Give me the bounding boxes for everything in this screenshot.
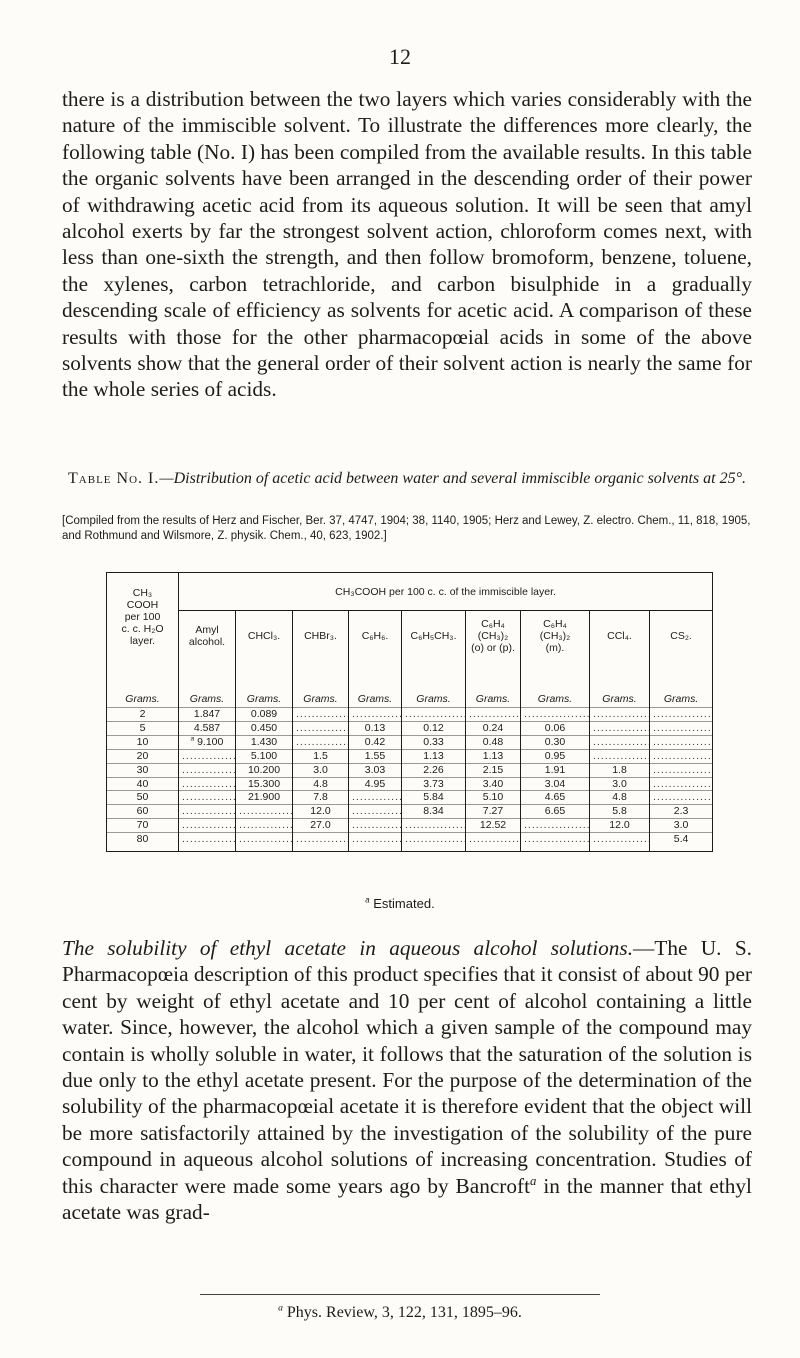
value-cell: 3.0: [590, 777, 650, 791]
empty-cell: [650, 749, 713, 763]
empty-cell: [179, 749, 236, 763]
value-cell: 21.900: [236, 791, 293, 805]
empty-cell: [293, 833, 349, 852]
empty-cell: [402, 819, 466, 833]
empty-cell: [293, 708, 349, 722]
water-value-cell: 2: [107, 708, 179, 722]
value-cell: 1.13: [402, 749, 466, 763]
value-cell: 5.84: [402, 791, 466, 805]
value-cell: 3.0: [293, 763, 349, 777]
value-cell: $^a$ 9.100: [179, 735, 236, 749]
value-cell: 6.65: [521, 805, 590, 819]
empty-cell: [349, 805, 402, 819]
value-cell: 2.15: [466, 763, 521, 777]
empty-cell: [179, 791, 236, 805]
value-cell: 4.8: [590, 791, 650, 805]
empty-cell: [293, 721, 349, 735]
water-value-cell: 20: [107, 749, 179, 763]
empty-cell: [650, 763, 713, 777]
body-paragraph: there is a distribution between the two layers which varies considerably with the nature of the immiscible solvent. To illustrate the differences more clearly, the following table (No. I) has been compiled from the available results. In this table the organic solvents have been arranged in the descending order of their power of withdrawing acetic acid from its aqueous solution. It will be seen that amyl alcohol exerts by far the strongest solvent action, chloroform comes next, with less than one-sixth the strength, and then follow bromoform, benzene, toluene, the xylenes, carbon tetrachloride, and carbon bisulphide in a gradually descending scale of efficiency as solvents for acetic acid. A comparison of these results with those for the other pharmacopœial acids in some of the above solvents show that the general order of their solvent action is nearly the same for the whole series of acids.: [62, 87, 752, 402]
value-cell: 0.12: [402, 721, 466, 735]
unit-label: Grams.: [521, 661, 590, 708]
value-cell: 4.65: [521, 791, 590, 805]
value-cell: 7.27: [466, 805, 521, 819]
value-cell: 2.26: [402, 763, 466, 777]
table-title: —Distribution of acetic acid between water and several immiscible organic solvents at 25°.: [159, 470, 746, 487]
value-cell: 5.8: [590, 805, 650, 819]
solvent-header-line: alcohol.: [188, 636, 226, 648]
unit-label: Grams.: [107, 661, 179, 708]
table-row: [107, 833, 713, 852]
value-cell: 1.91: [521, 763, 590, 777]
empty-cell: [349, 791, 402, 805]
water-value-cell: 70: [107, 819, 179, 833]
table-row: [107, 749, 713, 763]
value-cell: 15.300: [236, 777, 293, 791]
body-paragraph-2: [62, 935, 752, 1225]
section-title: The solubility of ethyl acetate in aqueous alcohol solutions.: [62, 936, 634, 960]
empty-cell: [466, 833, 521, 852]
value-cell: 1.847: [179, 708, 236, 722]
water-value-cell: 60: [107, 805, 179, 819]
empty-cell: [650, 708, 713, 722]
value-cell: 3.03: [349, 763, 402, 777]
unit-label: Grams.: [466, 661, 521, 708]
immiscible-layer-header: CH₃COOH per 100 c. c. of the immiscible layer.: [179, 573, 713, 611]
solvent-header: [590, 611, 650, 662]
water-value-cell: 30: [107, 763, 179, 777]
solvent-header: [293, 611, 349, 662]
table-row: [107, 777, 713, 791]
water-value-cell: 50: [107, 791, 179, 805]
empty-cell: [179, 777, 236, 791]
table-footnote-text: Estimated.: [373, 896, 435, 911]
value-cell: 0.24: [466, 721, 521, 735]
solvent-header: [650, 611, 713, 662]
paragraph-2-end: in the manner that ethyl acetate was grad-: [62, 1173, 752, 1225]
solvent-header-line: C₆H₅CH₃.: [410, 630, 457, 642]
value-cell: 5.4: [650, 833, 713, 852]
value-cell: 3.40: [466, 777, 521, 791]
value-cell: 5.100: [236, 749, 293, 763]
solvent-header-line: CS₂.: [670, 630, 692, 642]
solvent-header: [466, 611, 521, 662]
value-cell: 4.8: [293, 777, 349, 791]
value-cell: 3.73: [402, 777, 466, 791]
empty-cell: [590, 708, 650, 722]
value-cell: 0.95: [521, 749, 590, 763]
empty-cell: [590, 833, 650, 852]
solvent-header-line: (CH₃)₂: [539, 630, 571, 642]
solvent-header-line: (o) or (p).: [471, 642, 515, 654]
value-cell: 1.13: [466, 749, 521, 763]
empty-cell: [179, 833, 236, 852]
empty-cell: [402, 708, 466, 722]
table-caption: [62, 469, 752, 489]
empty-cell: [349, 833, 402, 852]
table-row: [107, 735, 713, 749]
value-cell: 1.430: [236, 735, 293, 749]
table-row: [107, 721, 713, 735]
solvent-header-line: CHCl₃.: [247, 630, 281, 642]
distribution-table: [106, 572, 713, 852]
empty-cell: [590, 721, 650, 735]
unit-label: Grams.: [236, 661, 293, 708]
value-cell: 0.30: [521, 735, 590, 749]
empty-cell: [236, 805, 293, 819]
empty-cell: [650, 735, 713, 749]
solvent-header-line: C₆H₄: [543, 618, 567, 630]
solvent-header-line: (m).: [545, 642, 565, 654]
value-cell: 0.33: [402, 735, 466, 749]
empty-cell: [650, 791, 713, 805]
table-row: [107, 708, 713, 722]
water-value-cell: 40: [107, 777, 179, 791]
value-cell: 8.34: [402, 805, 466, 819]
empty-cell: [466, 708, 521, 722]
empty-cell: [590, 749, 650, 763]
footnote-marker: a: [530, 1173, 537, 1188]
table-footnote: $^a$ Estimated.: [365, 895, 435, 911]
unit-label: Grams.: [179, 661, 236, 708]
table-row: [107, 763, 713, 777]
value-cell: 5.10: [466, 791, 521, 805]
solvent-header-line: CHBr₃.: [304, 630, 337, 642]
value-cell: 27.0: [293, 819, 349, 833]
value-cell: 1.8: [590, 763, 650, 777]
value-cell: 0.42: [349, 735, 402, 749]
water-value-cell: 10: [107, 735, 179, 749]
empty-cell: [521, 708, 590, 722]
solvent-header: [236, 611, 293, 662]
empty-cell: [590, 735, 650, 749]
solvent-header-line: (CH₃)₂: [477, 630, 509, 642]
paragraph-2-text: —The U. S. Pharmacopœia description of this product specifies that it consist of about 90 per cent by weight of ethyl acetate and 10 per cent of alcohol containing a little water. Since, however, the alcohol which a given sample of the compound may contain is wholly soluble in water, it follows that the saturation of the solution is due only to the ethyl acetate present. For the purpose of the determination of the solubility of the pharmacopœial acetate it is therefore evident that the object will be more satisfactorily attained by the investigation of the solubility of the pure compound in aqueous alcohol solutions of increasing concentration. Studies of this character were made some years ago by Bancroft: [62, 936, 752, 1198]
solvent-header-line: C₆H₆.: [361, 630, 389, 642]
solvent-header-line: Amyl: [195, 624, 219, 636]
solvent-header: [179, 611, 236, 662]
solvent-header: [521, 611, 590, 662]
value-cell: 0.450: [236, 721, 293, 735]
unit-label: Grams.: [650, 661, 713, 708]
empty-cell: [236, 819, 293, 833]
solvent-header-line: C₆H₄: [481, 618, 505, 630]
empty-cell: [293, 735, 349, 749]
empty-cell: [179, 805, 236, 819]
footnote-rule: [200, 1294, 600, 1295]
table-row: [107, 805, 713, 819]
value-cell: 7.8: [293, 791, 349, 805]
value-cell: 2.3: [650, 805, 713, 819]
unit-label: Grams.: [590, 661, 650, 708]
table-source-note: [Compiled from the results of Herz and Fischer, Ber. 37, 4747, 1904; 38, 1140, 1905; Herz and Lewey, Z. electro. Chem., 11, 818, 1905, and Rothmund and Wilsmore, Z. physik. Chem., 40, 623, 1902.]: [62, 515, 751, 542]
water-value-cell: 5: [107, 721, 179, 735]
empty-cell: [650, 721, 713, 735]
value-cell: 3.0: [650, 819, 713, 833]
value-cell: 4.587: [179, 721, 236, 735]
value-cell: 0.48: [466, 735, 521, 749]
value-cell: 3.04: [521, 777, 590, 791]
unit-label: Grams.: [349, 661, 402, 708]
empty-cell: [349, 819, 402, 833]
unit-label: Grams.: [293, 661, 349, 708]
empty-cell: [650, 777, 713, 791]
value-cell: 1.5: [293, 749, 349, 763]
table-row: [107, 791, 713, 805]
solvent-header-line: CCl₄.: [607, 630, 632, 642]
water-value-cell: 80: [107, 833, 179, 852]
value-cell: 12.0: [293, 805, 349, 819]
value-cell: 0.06: [521, 721, 590, 735]
value-cell: 0.13: [349, 721, 402, 735]
solvent-header: [402, 611, 466, 662]
solvent-header: [349, 611, 402, 662]
value-cell: 12.52: [466, 819, 521, 833]
value-cell: 4.95: [349, 777, 402, 791]
empty-cell: [179, 763, 236, 777]
value-cell: 0.089: [236, 708, 293, 722]
unit-label: Grams.: [402, 661, 466, 708]
page-number: 12: [389, 44, 411, 69]
table-row: [107, 819, 713, 833]
value-cell: 10.200: [236, 763, 293, 777]
empty-cell: [521, 833, 590, 852]
empty-cell: [236, 833, 293, 852]
empty-cell: [349, 708, 402, 722]
empty-cell: [402, 833, 466, 852]
value-cell: 1.55: [349, 749, 402, 763]
value-cell: 12.0: [590, 819, 650, 833]
page-footnote: $^a$ Phys. Review, 3, 122, 131, 1895–96.: [278, 1302, 522, 1321]
empty-cell: [179, 819, 236, 833]
page-footnote-text: Phys. Review, 3, 122, 131, 1895–96.: [286, 1304, 522, 1321]
table-label: Table No. I.: [68, 470, 160, 487]
empty-cell: [521, 819, 590, 833]
water-layer-header: CH₃ COOH per 100 c. c. H₂O layer.: [107, 573, 179, 662]
